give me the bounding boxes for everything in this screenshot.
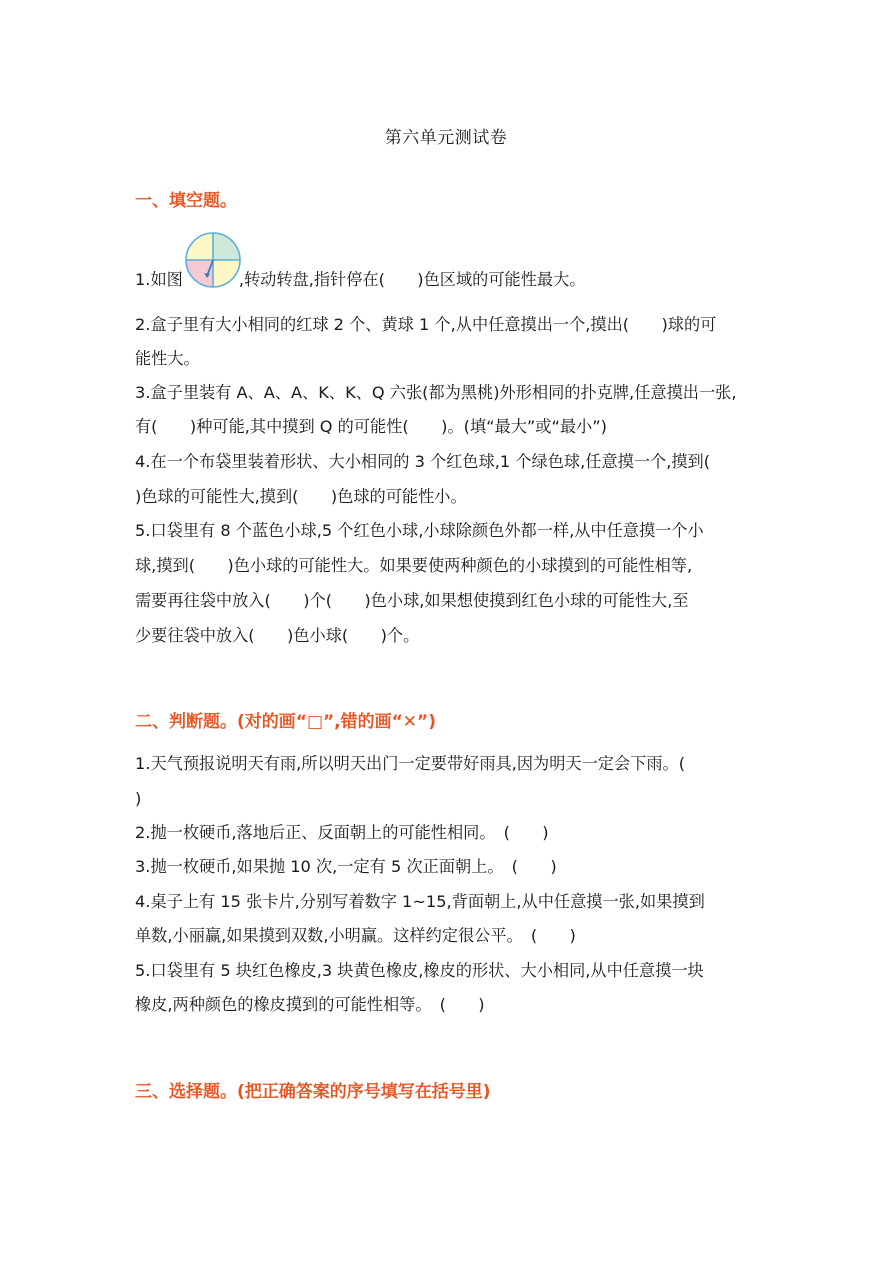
judge-4-line-1: 4.桌子上有 15 张卡片,分别写着数字 1~15,背面朝上,从中任意摸一张,如果摸到	[135, 892, 705, 911]
spinner-image	[185, 232, 241, 288]
question-5-line-4: 少要往袋中放入( )色小球( )个。	[135, 626, 420, 645]
judge-3: 3.抛一枚硬币,如果抛 10 次,一定有 5 次正面朝上。 ( )	[135, 857, 557, 876]
section-heading-fill-blank: 一、填空题。	[135, 191, 237, 211]
judge-2: 2.抛一枚硬币,落地后正、反面朝上的可能性相同。 ( )	[135, 823, 549, 842]
judge-5-line-2: 橡皮,两种颜色的橡皮摸到的可能性相等。 ( )	[135, 995, 485, 1014]
section-heading-judge: 二、判断题。(对的画“□”,错的画“✕”)	[135, 712, 436, 732]
question-3-line-2: 有( )种可能,其中摸到 Q 的可能性( )。(填“最大”或“最小”)	[135, 417, 607, 436]
question-5-line-1: 5.口袋里有 8 个蓝色小球,5 个红色小球,小球除颜色外都一样,从中任意摸一个小	[135, 521, 704, 540]
judge-5-line-1: 5.口袋里有 5 块红色橡皮,3 块黄色橡皮,橡皮的形状、大小相同,从中任意摸一块	[135, 961, 704, 980]
section-heading-choice: 三、选择题。(把正确答案的序号填写在括号里)	[135, 1082, 491, 1102]
question-5-line-3: 需要再往袋中放入( )个( )色小球,如果想使摸到红色小球的可能性大,至	[135, 591, 689, 610]
question-4-line-2: )色球的可能性大,摸到( )色球的可能性小。	[135, 487, 467, 506]
page-title: 第六单元测试卷	[384, 128, 508, 148]
judge-1-line-2: )	[135, 789, 142, 808]
question-2-line-2: 能性大。	[135, 349, 200, 368]
question-1-prefix: 1.如图	[135, 270, 183, 289]
judge-1-line-1: 1.天气预报说明天有雨,所以明天出门一定要带好雨具,因为明天一定会下雨。(	[135, 754, 686, 773]
question-2-line-1: 2.盒子里有大小相同的红球 2 个、黄球 1 个,从中任意摸出一个,摸出( )球的可	[135, 315, 717, 334]
question-4-line-1: 4.在一个布袋里装着形状、大小相同的 3 个红色球,1 个绿色球,任意摸一个,摸到(	[135, 452, 711, 471]
question-3-line-1: 3.盒子里装有 A、A、A、K、K、Q 六张(都为黑桃)外形相同的扑克牌,任意摸出一张,	[135, 383, 737, 402]
question-5-line-2: 球,摸到( )色小球的可能性大。如果要使两种颜色的小球摸到的可能性相等,	[135, 556, 693, 575]
question-1-suffix: ,转动转盘,指针停在( )色区域的可能性最大。	[238, 270, 586, 289]
judge-4-line-2: 单数,小丽赢,如果摸到双数,小明赢。这样约定很公平。 ( )	[135, 926, 576, 945]
